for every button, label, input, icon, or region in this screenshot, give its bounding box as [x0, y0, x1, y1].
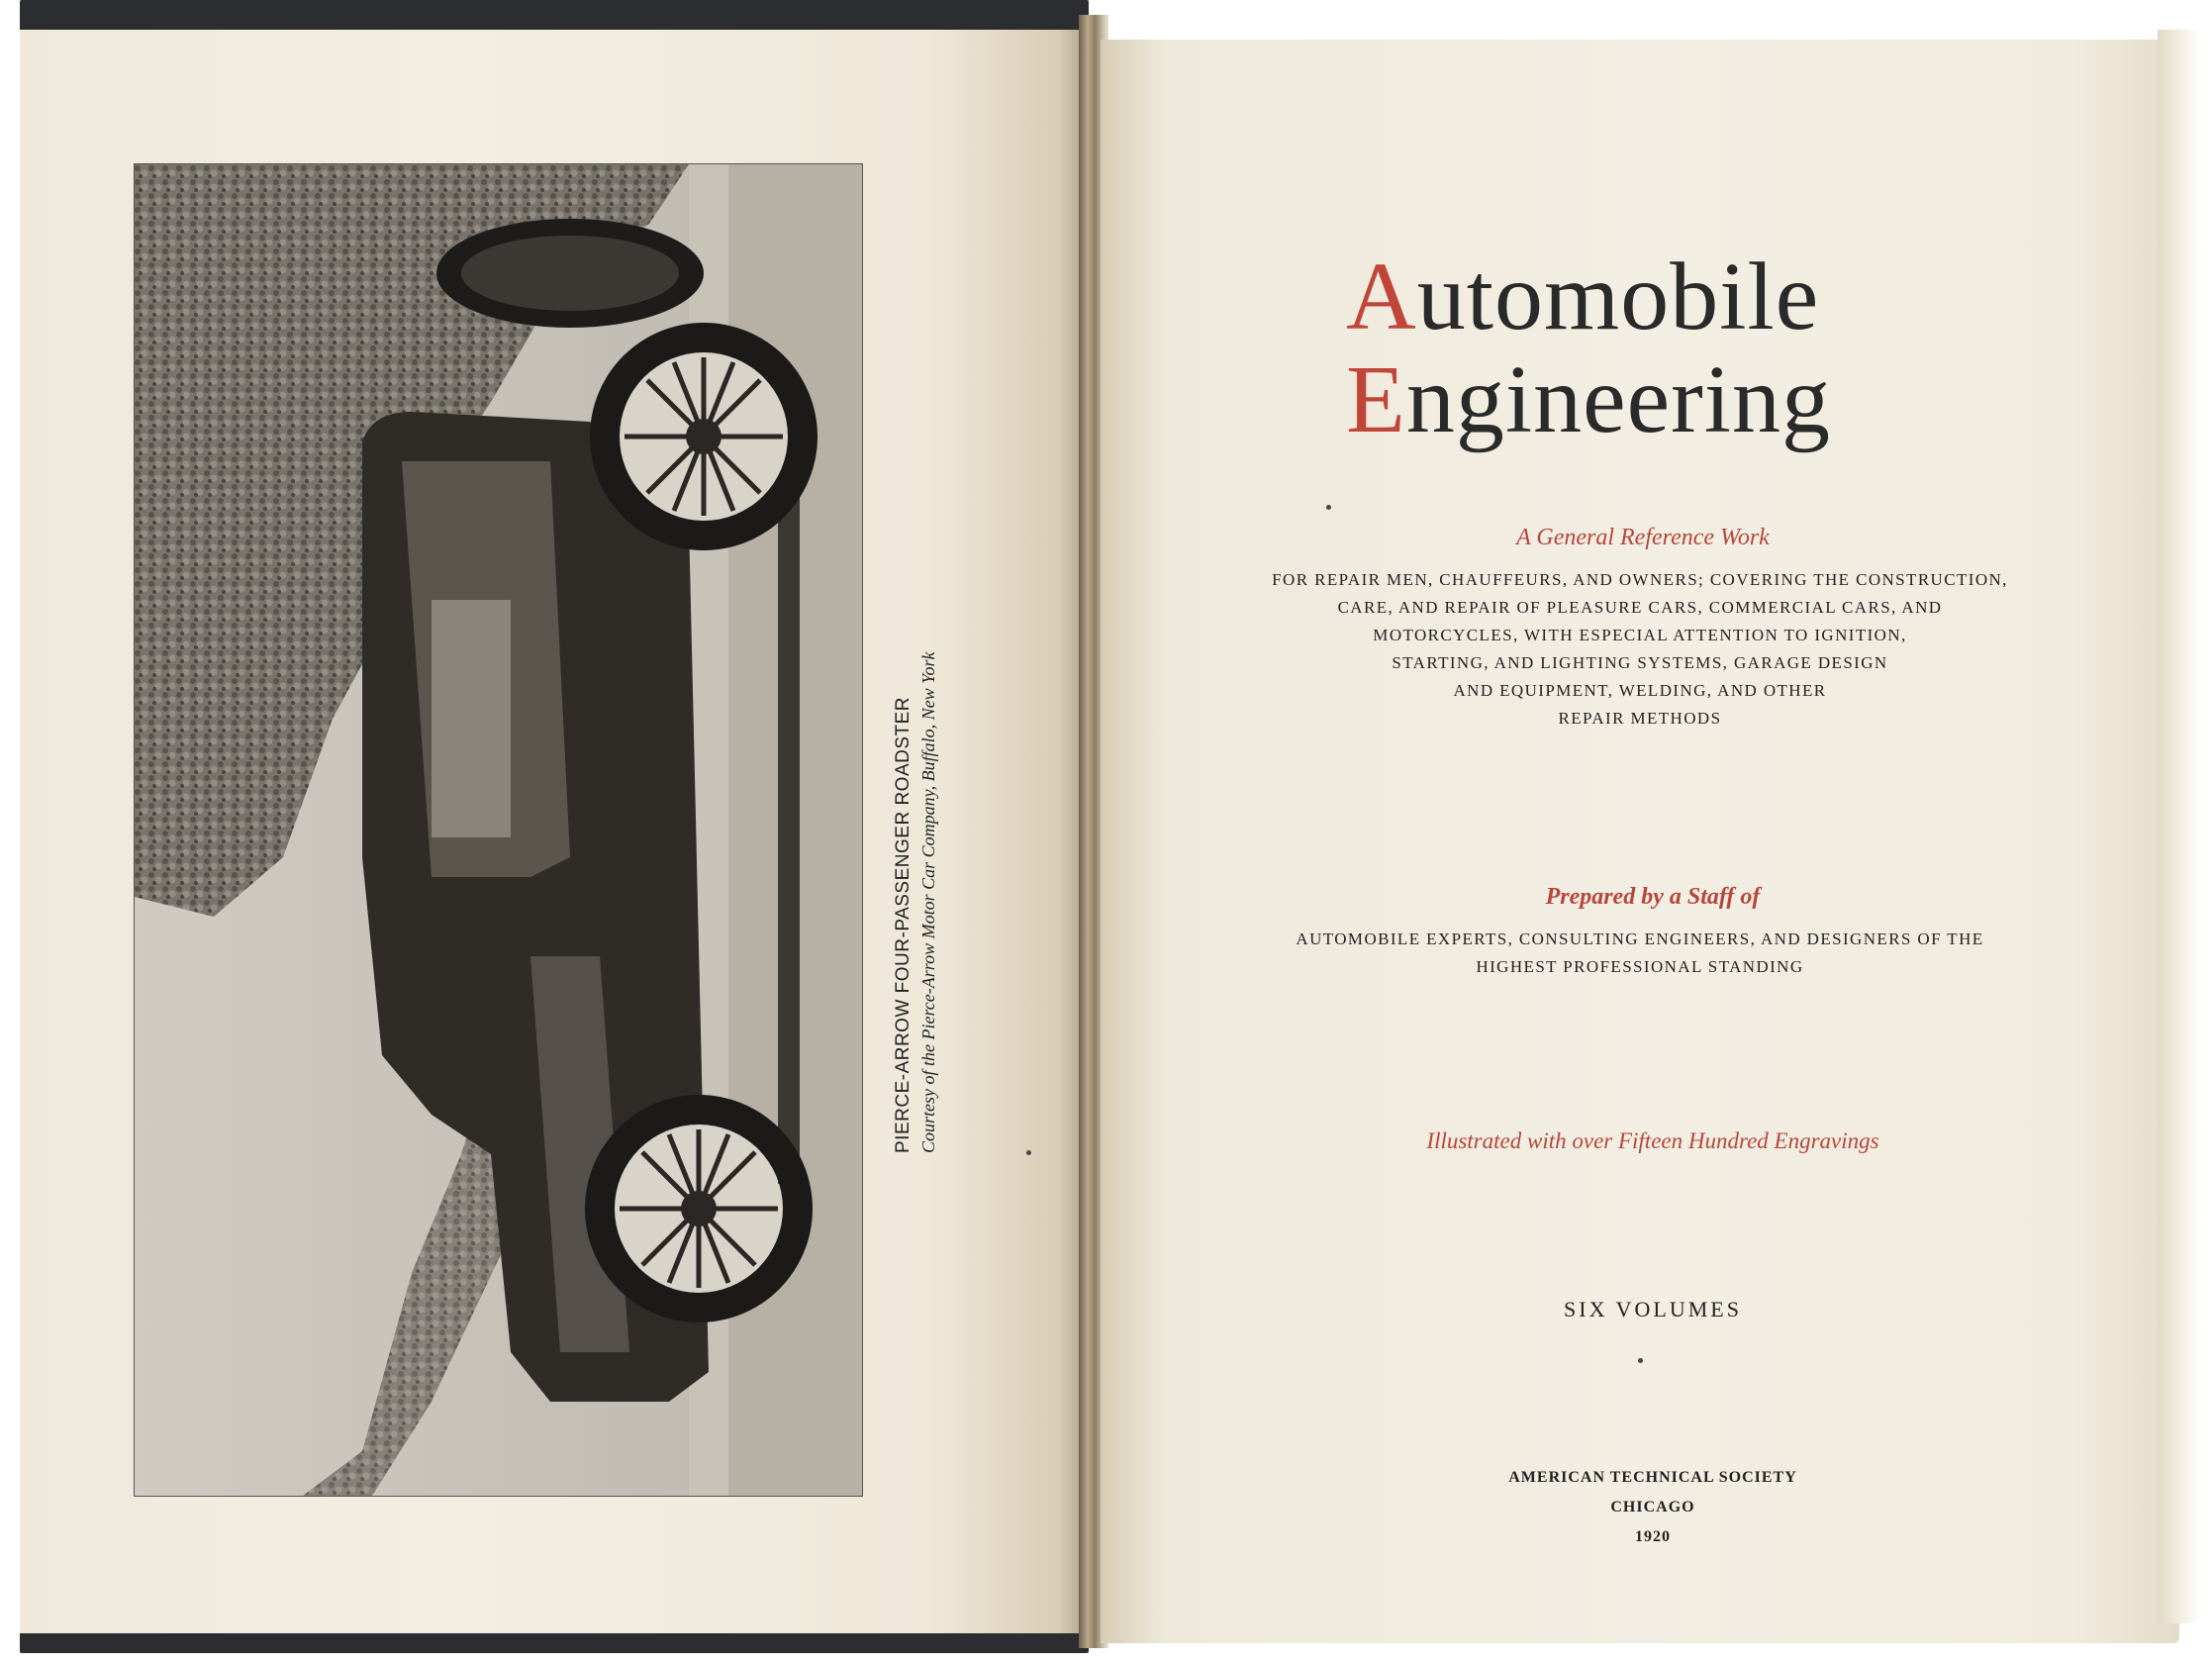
book-title [1346, 245, 2059, 451]
subtitle: A General Reference Work [1516, 525, 1770, 550]
title-initial-a: A [1346, 244, 1417, 350]
title-line-2 [1346, 348, 2059, 451]
description-line: AND EQUIPMENT, WELDING, AND OTHER [1453, 681, 1827, 700]
illustrated-note: Illustrated with over Fifteen Hundred Engravings [1426, 1128, 1879, 1153]
publisher-name: AMERICAN TECHNICAL SOCIETY [1508, 1469, 1797, 1486]
publisher-block [1405, 1463, 1900, 1552]
title-initial-e: E [1346, 346, 1406, 453]
publisher-city: CHICAGO [1610, 1499, 1695, 1516]
description-line: REPAIR METHODS [1558, 709, 1722, 728]
caption-title: PIERCE-ARROW FOUR-PASSENGER ROADSTER [893, 696, 914, 1153]
description-line: CARE, AND REPAIR OF PLEASURE CARS, COMMERCIAL CARS, AND [1337, 598, 1943, 617]
description [1219, 566, 2061, 733]
ornament-dot [1638, 1358, 1643, 1363]
title-word-2: ngineering [1405, 346, 1831, 453]
frontispiece-photo [134, 163, 863, 1497]
staff-line: AUTOMOBILE EXPERTS, CONSULTING ENGINEERS, AND DESIGNERS OF THE [1296, 929, 1984, 948]
title-word-1: utomobile [1416, 244, 1820, 350]
description-line: MOTORCYCLES, WITH ESPECIAL ATTENTION TO IGNITION, [1373, 626, 1907, 644]
prepared-by: Prepared by a Staff of [1545, 884, 1761, 910]
description-line: FOR REPAIR MEN, CHAUFFEURS, AND OWNERS; COVERING THE CONSTRUCTION, [1272, 570, 2008, 589]
car-photo-illustration [135, 164, 862, 1496]
volume-count: SIX VOLUMES [1564, 1297, 1742, 1321]
publication-year: 1920 [1635, 1528, 1671, 1545]
ornament-dot [1026, 1150, 1031, 1155]
caption-credit: Courtesy of the Pierce-Arrow Motor Car Company, Buffalo, New York [918, 651, 938, 1153]
title-line-1 [1346, 245, 2059, 348]
staff-line: HIGHEST PROFESSIONAL STANDING [1476, 957, 1804, 976]
staff-description [1219, 926, 2061, 981]
ornament-dot [1326, 505, 1331, 510]
page-edge [2158, 30, 2202, 1623]
description-line: STARTING, AND LIGHTING SYSTEMS, GARAGE DESIGN [1392, 653, 1888, 672]
